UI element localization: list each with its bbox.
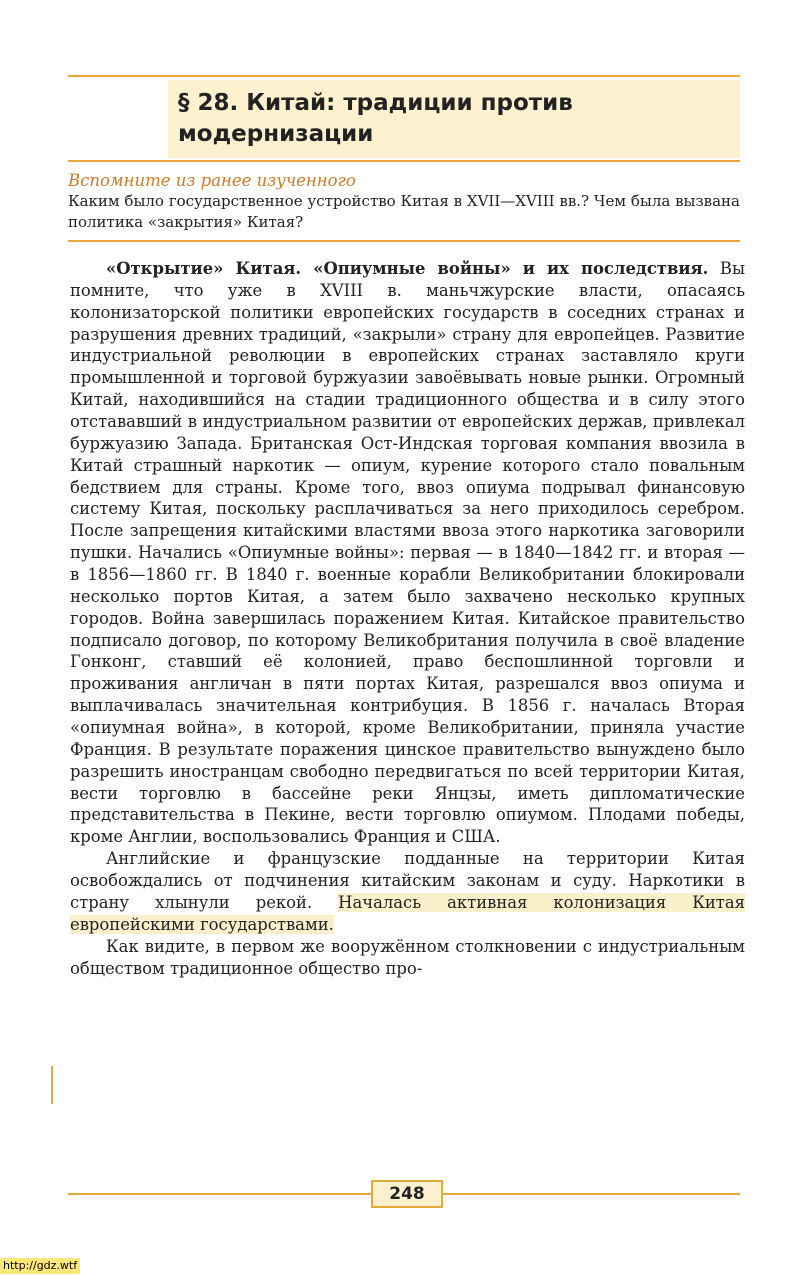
recall-bottom-rule — [68, 240, 740, 242]
footer-link[interactable]: http://gdz.wtf — [0, 1258, 80, 1274]
paragraph-3-text: Как видите, в первом же вооружённом столкновении с индустриальным обществом традиционное общество про- — [70, 936, 745, 978]
section-title: § 28. Китай: традиции против модернизации — [178, 90, 573, 147]
page-number: 248 — [389, 1184, 425, 1204]
recall-block — [68, 171, 740, 233]
body-text — [70, 258, 745, 979]
margin-marker — [51, 1066, 53, 1104]
recall-question: Каким было государственное устройство Китая в XVII—XVIII вв.? Чем была вызвана политика «закрытия» Китая? — [68, 192, 740, 231]
paragraph-1-text: Вы помните, что уже в XVIII в. маньчжурские власти, опасаясь колонизаторской политики европейских государств в соседних странах и разрушения древних традиций, «закрыли» страну для европейцев. Развитие индустриальной революции в европейских странах заставляло круги промышленной и торговой буржуазии завоёвывать новые рынки. Огромный Китай, находившийся на стадии традиционного общества и в силу этого отстававший в индустриальном развитии от европейских держав, привлекал буржуазию Запада. Британская Ост-Индская торговая компания ввозила в Китай страшный наркотик — опиум, курение которого стало повальным бедствием для страны. Кроме того, ввоз опиума подрывал финансовую систему Китая, поскольку расплачиваться за него приходилось серебром. После запрещения китайскими властями ввоза этого наркотика заговорили пушки. Начались «Опиумные войны»: первая — в 1840—1842 гг. и вторая — в 1856—1860 гг. В 1840 г. военные корабли Великобритании блокировали несколько портов Китая, а затем было захвачено несколько крупных городов. Война завершилась поражением Китая. Китайское правительство подписало договор, по которому Великобритания получила в своё владение Гонконг, ставший её колонией, право беспошлинной торговли и проживания англичан в пяти портах Китая, разрешался ввоз опиума и выплачивалась значительная контрибуция. В 1856 г. началась Вторая «опиумная война», в которой, кроме Великобритании, приняла участие Франция. В результате поражения цинское правительство вынуждено было разрешить иностранцам свободно передвигаться по всей территории Китая, вести торговлю в бассейне реки Янцзы, иметь дипломатические представительства в Пекине, вести торговлю опиумом. Плодами победы, кроме Англии, воспользовались Франция и США. — [70, 259, 745, 847]
subheading: «Открытие» Китая. «Опиумные войны» и их последствия. — [106, 259, 709, 278]
paragraph-2-text: Английские и французские подданные на территории Китая освобождались от подчинения китайским законам и суду. Наркотики в страну хлынули рекой. — [70, 849, 745, 912]
title-bottom-rule — [68, 160, 740, 162]
recall-heading: Вспомните из ранее изученного — [68, 171, 356, 190]
paragraph-3 — [70, 936, 745, 980]
paragraph-2 — [70, 848, 745, 935]
highlighted-text: Началась активная колонизация Китая европейскими государствами. — [70, 892, 745, 934]
paragraph-1 — [70, 258, 745, 848]
top-rule — [68, 75, 740, 77]
